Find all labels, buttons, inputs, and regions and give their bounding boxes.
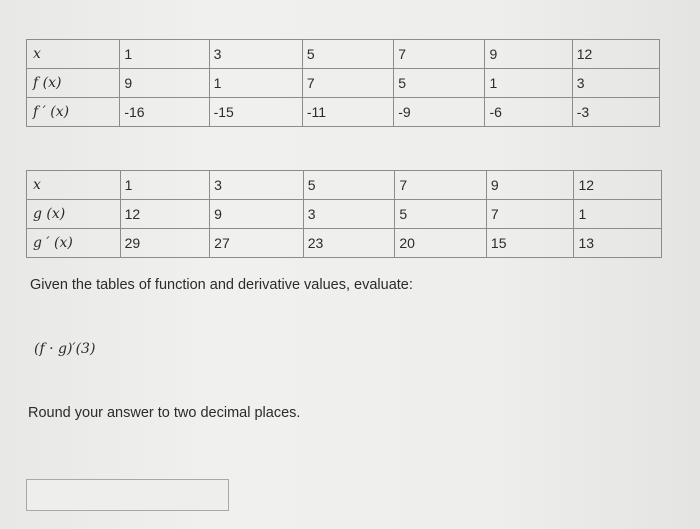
- question-prompt: Given the tables of function and derivative values, evaluate:: [30, 277, 413, 293]
- table-g-cell: 1: [574, 200, 662, 229]
- table-f-cell: 1: [209, 69, 302, 98]
- table-g-cell: 29: [120, 229, 210, 258]
- table-f-body: [27, 40, 660, 127]
- table-g-cell: 3: [303, 200, 395, 229]
- table-f-cell: -3: [572, 98, 659, 127]
- table-g-cell: 9: [210, 200, 304, 229]
- answer-input[interactable]: [26, 479, 229, 511]
- table-f-cell: 9: [120, 69, 209, 98]
- table-f-cell: -11: [302, 98, 393, 127]
- table-g-row-label: x: [27, 171, 121, 200]
- table-g-cell: 1: [120, 171, 210, 200]
- table-g-cell: 15: [486, 229, 574, 258]
- table-g-row: [27, 200, 662, 229]
- table-f-row: [27, 69, 660, 98]
- table-f-cell: -16: [120, 98, 209, 127]
- table-f-row-label: f ′ (x): [27, 98, 120, 127]
- table-f-cell: 7: [394, 40, 485, 69]
- function-f-table: [26, 39, 660, 127]
- table-f-row-label: f (x): [27, 69, 120, 98]
- table-g-body: [27, 171, 662, 258]
- table-g-row: [27, 229, 662, 258]
- table-g-cell: 12: [574, 171, 662, 200]
- table-f-cell: 9: [485, 40, 572, 69]
- table-g-cell: 7: [395, 171, 487, 200]
- rounding-instruction: Round your answer to two decimal places.: [28, 405, 301, 421]
- table-f-cell: -15: [209, 98, 302, 127]
- table-g-cell: 7: [486, 200, 574, 229]
- table-f-row: [27, 40, 660, 69]
- table-g-row-label: g (x): [27, 200, 121, 229]
- table-g-cell: 27: [210, 229, 304, 258]
- table-f-row: [27, 98, 660, 127]
- function-g-table: [26, 170, 662, 258]
- expression-to-evaluate: (f · g)′(3): [34, 341, 96, 357]
- table-f-cell: 3: [209, 40, 302, 69]
- table-g-cell: 13: [574, 229, 662, 258]
- table-f-cell: 12: [572, 40, 659, 69]
- table-f-cell: 5: [394, 69, 485, 98]
- table-f-row-label: x: [27, 40, 120, 69]
- table-g-row-label: g ′ (x): [27, 229, 121, 258]
- table-g-cell: 5: [395, 200, 487, 229]
- table-g-cell: 12: [120, 200, 210, 229]
- table-g-cell: 20: [395, 229, 487, 258]
- table-g-cell: 5: [303, 171, 395, 200]
- table-f-cell: 1: [120, 40, 209, 69]
- table-f-cell: 5: [302, 40, 393, 69]
- table-g-cell: 9: [486, 171, 574, 200]
- table-g-cell: 3: [210, 171, 304, 200]
- table-f-cell: 3: [572, 69, 659, 98]
- table-f-cell: -6: [485, 98, 572, 127]
- table-g-cell: 23: [303, 229, 395, 258]
- table-f-cell: 1: [485, 69, 572, 98]
- table-f-cell: -9: [394, 98, 485, 127]
- table-g-row: [27, 171, 662, 200]
- table-f-cell: 7: [302, 69, 393, 98]
